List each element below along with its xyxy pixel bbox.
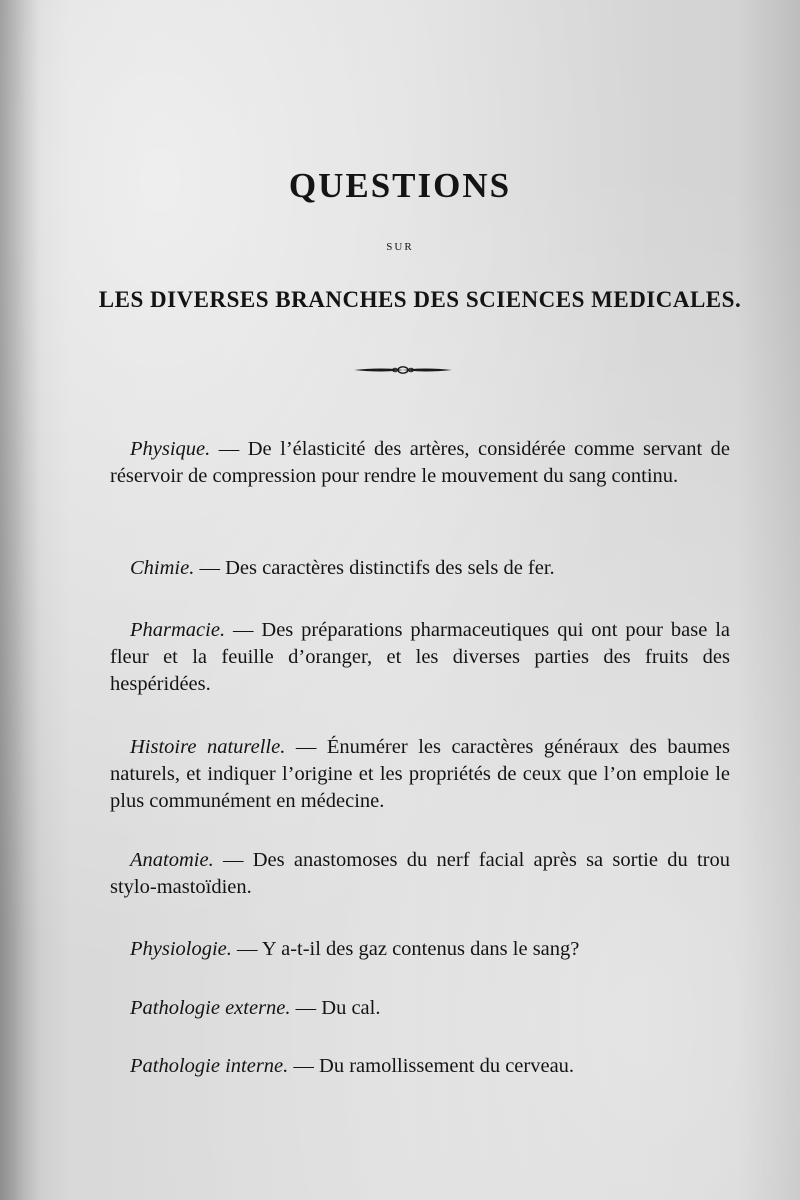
question-pharmacie [110,617,730,698]
question-physique [110,436,730,490]
question-label: Anatomie. [130,849,214,871]
question-chimie [110,555,730,582]
question-histoire-naturelle [110,734,730,815]
page-subtitle: LES DIVERSES BRANCHES DES SCIENCES MEDICALES. [98,287,742,312]
question-separator: — [290,997,322,1019]
question-label: Physiologie. [130,938,232,960]
question-pathologie-interne [110,1053,730,1080]
page-title: QUESTIONS [288,166,512,205]
question-separator: — [288,1055,320,1077]
question-separator: — [210,438,248,460]
question-separator: — [194,557,226,579]
question-pathologie-externe [110,995,730,1022]
question-text: Énumérer les caractères généraux des baumes naturels, et indiquer l’origine et les propriétés de ceux que l’on emploie le plus communément en médecine. [110,736,730,812]
question-anatomie [110,847,730,901]
question-label: Histoire naturelle. [130,736,286,758]
question-label: Chimie. [130,557,195,579]
question-text: Des anastomoses du nerf facial après sa sortie du trou stylo-mastoïdien. [110,849,731,898]
question-text: Des préparations pharmaceutiques qui ont pour base la fleur et la feuille d’oranger, et les diverses parties des fruits des hespéridées. [110,619,730,695]
question-label: Physique. [130,438,211,460]
question-text: De l’élasticité des artères, considérée comme servant de réservoir de compression pour rendre le mouvement du sang continu. [110,438,730,487]
question-label: Pathologie externe. [130,997,291,1019]
question-text: Du cal. [321,997,381,1019]
question-separator: — [285,736,327,758]
question-text: Des caractères distinctifs des sels de fer. [225,557,555,579]
question-physiologie [110,936,730,963]
question-label: Pharmacie. [130,619,226,641]
question-label: Pathologie interne. [130,1055,289,1077]
question-text: Y a-t-il des gaz contenus dans le sang? [261,938,580,960]
ornamental-rule-icon [352,363,454,377]
title-connector: SUR [386,241,414,253]
question-text: Du ramollissement du cerveau. [319,1055,575,1077]
question-separator: — [213,849,253,871]
question-separator: — [225,619,262,641]
question-separator: — [231,938,262,960]
